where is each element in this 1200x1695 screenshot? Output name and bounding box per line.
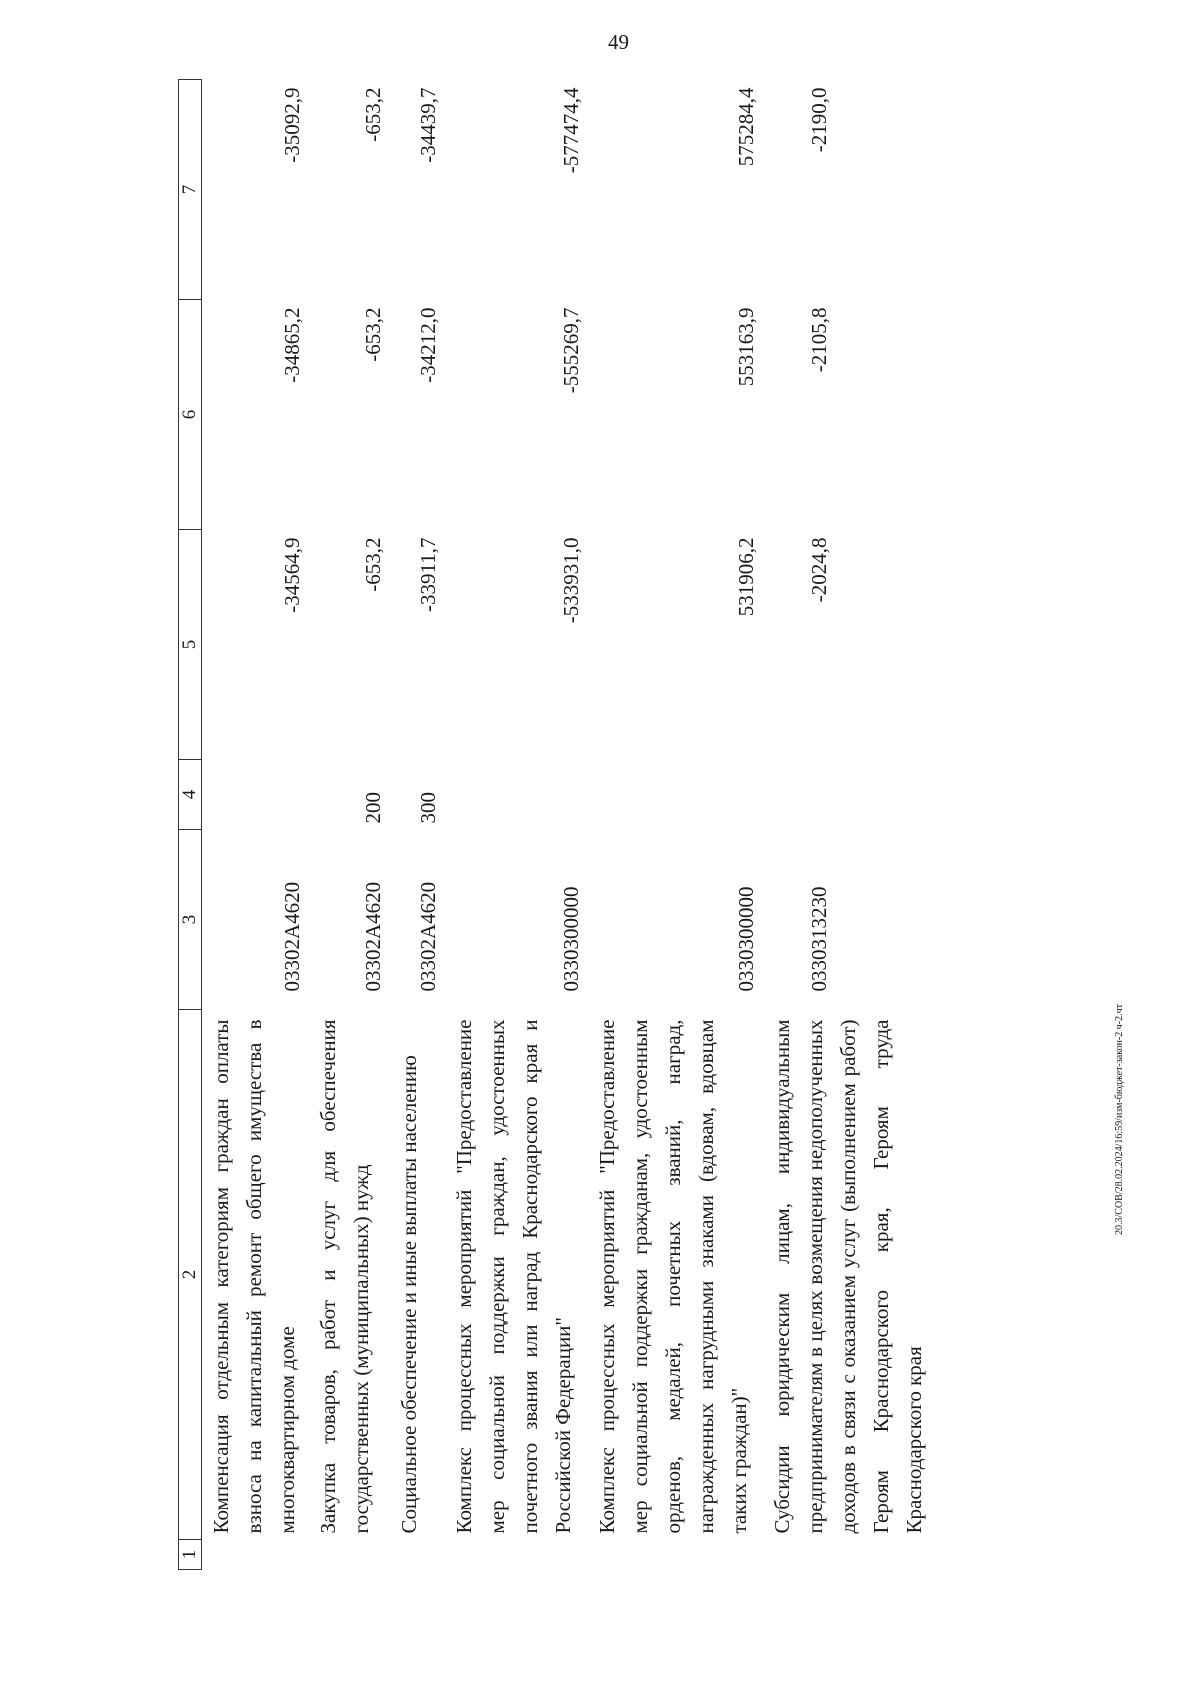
table-row bbox=[445, 80, 588, 1570]
row-value-6: -34212,0 bbox=[416, 307, 440, 383]
row-value-6: -34865,2 bbox=[280, 307, 304, 383]
row-number-cell bbox=[202, 1540, 310, 1570]
row-name: Субсидии юридическим лицам, индивидуальным предпринимателям в целях возмещения недополученных доходов в связи с оказанием услуг (выполнением работ) Героям Краснодарского края, Героям труда Краснодарского края bbox=[770, 1019, 926, 1534]
header-cell: 6 bbox=[179, 300, 202, 530]
row-value-5: -34564,9 bbox=[280, 537, 304, 613]
row-value-7: 575284,4 bbox=[734, 87, 758, 167]
row-value-6: -653,2 bbox=[361, 307, 385, 362]
row-value-5: -33911,7 bbox=[416, 537, 440, 612]
row-value-7: -35092,9 bbox=[280, 87, 304, 163]
table-row bbox=[202, 80, 310, 1570]
row-kind bbox=[763, 760, 955, 830]
row-number-cell bbox=[588, 1540, 763, 1570]
table-row bbox=[390, 80, 445, 1570]
row-code: 0330300000 bbox=[734, 886, 758, 992]
row-value-5: -653,2 bbox=[361, 537, 385, 592]
row-value-5: -533931,0 bbox=[559, 537, 583, 624]
row-value-7: -2190,0 bbox=[807, 87, 831, 153]
header-cell: 3 bbox=[179, 830, 202, 1010]
row-kind: 300 bbox=[416, 792, 440, 824]
row-code: 03302А4620 bbox=[416, 881, 440, 992]
row-kind bbox=[588, 760, 763, 830]
row-code: 03302А4620 bbox=[280, 881, 304, 992]
header-cell: 1 bbox=[179, 1540, 202, 1570]
row-name: Комплекс процессных мероприятий "Предоставление мер социальной поддержки гражданам, удостоенным орденов, медалей, почетных званий, наград, награжденных нагрудными знаками (вдовам, вдовцам таких граждан)" bbox=[595, 1019, 751, 1534]
row-value-7: -577474,4 bbox=[559, 87, 583, 174]
row-value-6: -555269,7 bbox=[559, 307, 583, 394]
footer-note bbox=[1114, 1003, 1125, 1236]
table-row bbox=[763, 80, 955, 1570]
page-number: 49 bbox=[608, 30, 629, 54]
row-number-cell bbox=[309, 1540, 390, 1570]
row-code: 0330300000 bbox=[559, 886, 583, 992]
row-name: Социальное обеспечение и иные выплаты населению bbox=[397, 1055, 421, 1534]
row-code: 0330313230 bbox=[807, 886, 831, 992]
row-name: Закупка товаров, работ и услуг для обеспечения государственных (муниципальных) нужд bbox=[316, 1019, 373, 1534]
row-number-cell bbox=[390, 1540, 445, 1570]
row-name: Комплекс процессных мероприятий "Предоставление мер социальной поддержки граждан, удостоенных почетного звания или наград Краснодарского края и Российской Федерации" bbox=[452, 1019, 575, 1534]
header-row bbox=[179, 80, 202, 1570]
row-value-7: -34439,7 bbox=[416, 87, 440, 163]
header-cell: 7 bbox=[179, 80, 202, 300]
table-row bbox=[309, 80, 390, 1570]
table-row bbox=[588, 80, 763, 1570]
row-kind: 200 bbox=[361, 792, 385, 824]
row-name: Компенсация отдельным категориям граждан оплаты взноса на капитальный ремонт общего имущества в многоквартирном доме bbox=[209, 1019, 299, 1534]
row-kind bbox=[202, 760, 310, 830]
footer-note-text: 20.3/СОВ/28.02.2024/16:59/изм-бюджет-закон-2 ч-2.чт bbox=[1114, 1003, 1125, 1235]
header-cell: 4 bbox=[179, 760, 202, 830]
row-value-5: -2024,8 bbox=[807, 537, 831, 603]
rotated-budget-table-wrapper bbox=[178, 80, 1028, 1570]
header-cell: 5 bbox=[179, 530, 202, 760]
row-value-6: -2105,8 bbox=[807, 307, 831, 373]
row-number-cell bbox=[763, 1540, 955, 1570]
row-value-6: 553163,9 bbox=[734, 307, 758, 387]
row-code: 03302А4620 bbox=[361, 881, 385, 992]
row-kind bbox=[445, 760, 588, 830]
row-number-cell bbox=[445, 1540, 588, 1570]
budget-table bbox=[178, 79, 955, 1570]
row-value-5: 531906,2 bbox=[734, 537, 758, 617]
row-value-7: -653,2 bbox=[361, 87, 385, 142]
header-cell: 2 bbox=[179, 1010, 202, 1540]
